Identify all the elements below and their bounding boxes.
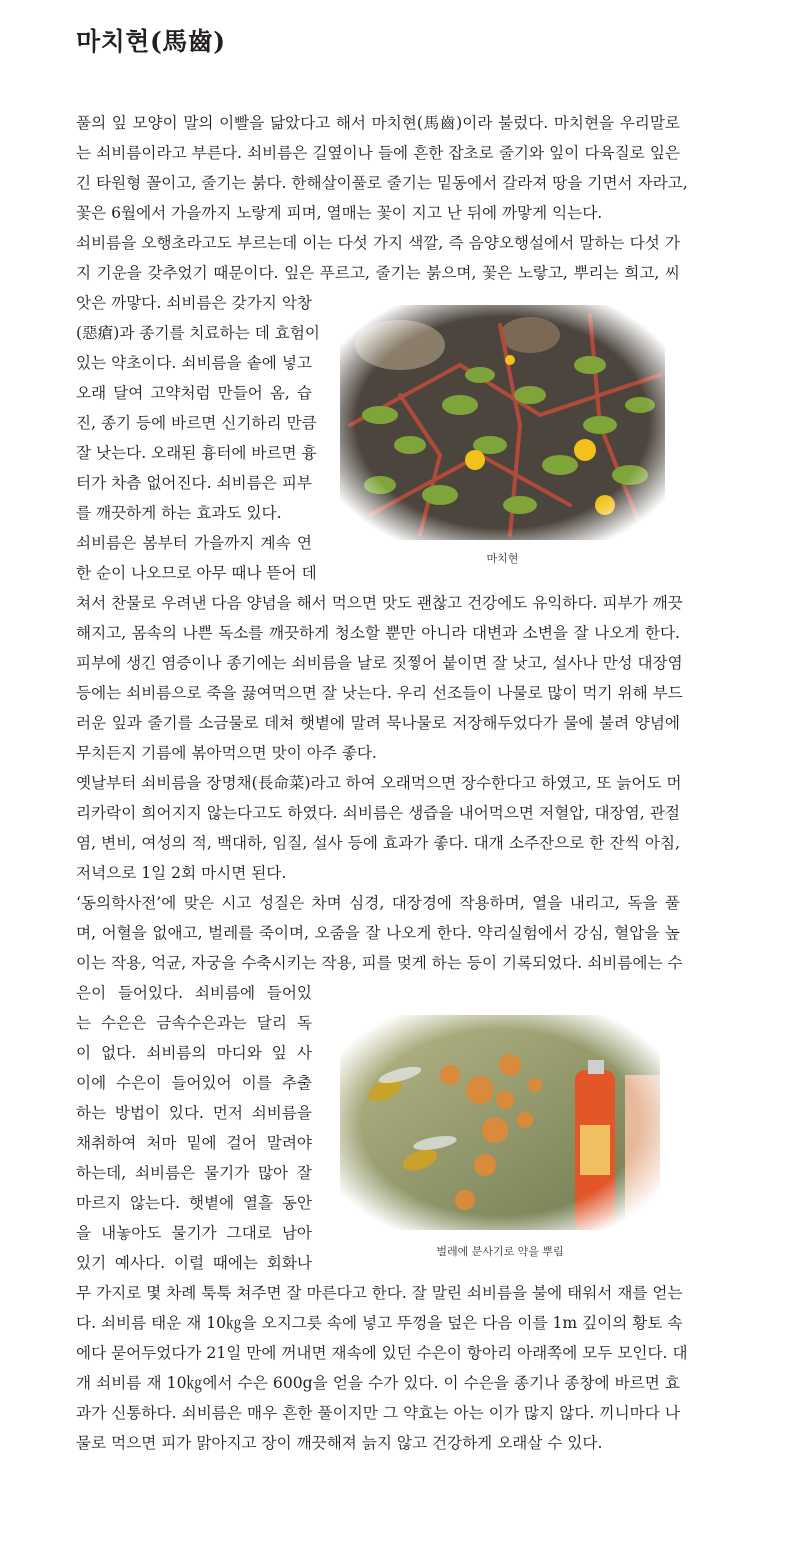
text-line: 해지고, 몸속의 나쁜 독소를 깨끗하게 청소할 뿐만 아니라 대변과 소변을 잘 나오게 한다. <box>76 624 680 642</box>
text-line: 개 쇠비름 재 10㎏에서 수은 600g을 얻을 수가 있다. 이 수은을 종기나 종창에 바르면 효 <box>76 1374 680 1392</box>
text-line: ‘동의학사전’에 맞은 시고 성질은 차며 심경, 대장경에 작용하며, 열을 내리고, 독을 풀 <box>76 894 680 912</box>
purslane-photo <box>340 305 665 540</box>
text-line: 채취하여 처마 밑에 걸어 말려야 <box>76 1134 312 1152</box>
text-line: 다. 쇠비름 태운 재 10㎏을 오지그릇 속에 넣고 뚜껑을 덮은 다음 이를 1m 깊이의 황토 속 <box>76 1314 683 1332</box>
text-line: 있는 약초이다. 쇠비름을 솥에 넣고 <box>76 354 312 372</box>
text-line: 옛날부터 쇠비름을 장명채(長命菜)라고 하여 오래먹으면 장수한다고 하였고, 또 늙어도 머 <box>76 774 682 792</box>
text-line: 피부에 생긴 염증이나 종기에는 쇠비름을 날로 짓찧어 붙이면 잘 낫고, 설사나 만성 대장염 <box>76 654 683 672</box>
text-line: 러운 잎과 줄기를 소금물로 데쳐 햇볕에 말려 묵나물로 저장해두었다가 물에 불려 양념에 <box>76 714 680 732</box>
text-line: 물로 먹으면 피가 맑아지고 장이 깨끗해져 늙지 않고 건강하게 오래살 수 있다. <box>76 1434 603 1452</box>
text-line: 꽃은 6월에서 가을까지 노랗게 피며, 열매는 꽃이 지고 난 뒤에 까맣게 익는다. <box>76 204 603 222</box>
text-line: 리카락이 희어지지 않는다고도 하였다. 쇠비름은 생즙을 내어먹으면 저혈압, 대장염, 관절 <box>76 804 680 822</box>
text-line: 과가 신통하다. 쇠비름은 매우 흔한 풀이지만 그 약효는 아는 이가 많지 않다. 끼니마다 나 <box>76 1404 680 1422</box>
text-line: 염, 변비, 여성의 적, 백대하, 임질, 설사 등에 효과가 좋다. 대개 소주잔으로 한 잔씩 아침, <box>76 834 680 852</box>
text-line: 쇠비름을 오행초라고도 부르는데 이는 다섯 가지 색깔, 즉 음양오행설에서 말하는 다섯 가 <box>76 234 680 252</box>
text-line: 이 없다. 쇠비름의 마디와 잎 사 <box>76 1044 312 1062</box>
text-line: 진, 종기 등에 바르면 신기하리 만큼 <box>76 414 317 432</box>
text-line: 마르지 않는다. 햇볕에 열흘 동안 <box>76 1194 312 1212</box>
page-title: 마치현(馬齒) <box>76 27 226 56</box>
text-line: 이는 작용, 억균, 자궁을 수축시키는 작용, 피를 멎게 하는 등이 기록되었다. 쇠비름에는 수 <box>76 954 683 972</box>
text-line: 긴 타원형 꼴이고, 줄기는 붉다. 한해살이풀로 줄기는 밑동에서 갈라져 땅을 기면서 자라고, <box>76 174 688 192</box>
text-line: 쇠비름은 봄부터 가을까지 계속 연 <box>76 534 312 552</box>
text-line: 무치든지 기름에 볶아먹으면 맛이 아주 좋다. <box>76 744 377 762</box>
text-line: 쳐서 찬물로 우려낸 다음 양념을 해서 먹으면 맛도 괜찮고 건강에도 유익하다. 피부가 깨끗 <box>76 594 683 612</box>
text-line: 는 쇠비름이라고 부른다. 쇠비름은 길옆이나 들에 흔한 잡초로 줄기와 잎이 다육질로 잎은 <box>76 144 680 162</box>
text-line: 하는데, 쇠비름은 물기가 많아 잘 <box>76 1164 312 1182</box>
text-line: 있기 예사다. 이럴 때에는 회화나 <box>76 1254 312 1272</box>
text-line: 무 가지로 몇 차례 툭툭 쳐주면 잘 마른다고 한다. 잘 말린 쇠비름을 불에 태워서 재를 얻는 <box>76 1284 683 1302</box>
text-line: 며, 어혈을 없애고, 벌레를 죽이며, 오줌을 잘 나오게 한다. 약리실험에서 강심, 혈압을 높 <box>76 924 680 942</box>
insecticide-spray-photo <box>340 1015 660 1230</box>
text-line: 앗은 까맣다. 쇠비름은 갖가지 악창 <box>76 294 312 312</box>
text-line: 하는 방법이 있다. 먼저 쇠비름을 <box>76 1104 312 1122</box>
text-line: 잘 낫는다. 오래된 흉터에 바르면 흉 <box>76 444 317 462</box>
text-line: 저녁으로 1일 2회 마시면 된다. <box>76 864 287 882</box>
insecticide-spray-caption: 벌레에 분사기로 약을 뿌림 <box>436 1245 564 1258</box>
text-line: (惡瘡)과 종기를 치료하는 데 효험이 <box>76 324 320 342</box>
text-line: 을 내놓아도 물기가 그대로 남아 <box>76 1224 312 1242</box>
text-line: 등에는 쇠비름으로 죽을 끓여먹으면 잘 낫는다. 우리 선조들이 나물로 많이 먹기 위해 부드 <box>76 684 683 702</box>
text-line: 에다 묻어두었다가 21일 만에 꺼내면 재속에 있던 수은이 항아리 아래쪽에 모두 모인다. 대 <box>76 1344 688 1362</box>
text-line: 터가 차츰 없어진다. 쇠비름은 피부 <box>76 474 312 492</box>
text-line: 오래 달여 고약처럼 만들어 옴, 습 <box>76 384 312 402</box>
text-line: 지 기운을 갖추었기 때문이다. 잎은 푸르고, 줄기는 붉으며, 꽃은 노랗고, 뿌리는 희고, 씨 <box>76 264 680 282</box>
purslane-caption: 마치현 <box>486 552 519 565</box>
text-line: 풀의 잎 모양이 말의 이빨을 닮았다고 해서 마치현(馬齒)이라 불렀다. 마치현을 우리말로 <box>76 114 680 132</box>
text-line: 를 깨끗하게 하는 효과도 있다. <box>76 504 282 522</box>
text-line: 은이 들어있다. 쇠비름에 들어있 <box>76 984 312 1002</box>
text-line: 는 수은은 금속수은과는 달리 독 <box>76 1014 312 1032</box>
text-line: 한 순이 나오므로 아무 때나 뜯어 데 <box>76 564 317 582</box>
text-line: 이에 수은이 들어있어 이를 추출 <box>76 1074 312 1092</box>
